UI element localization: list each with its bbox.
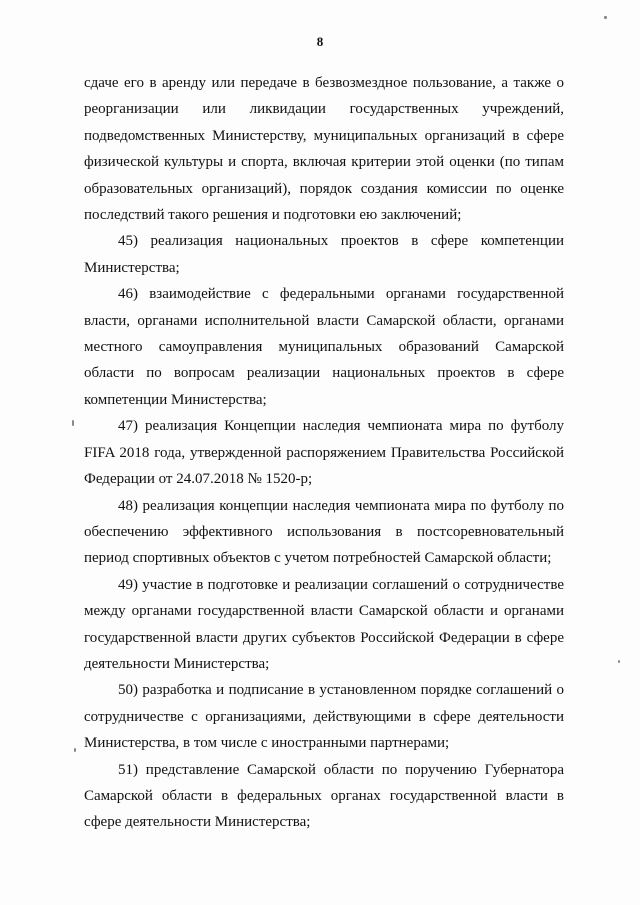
page-number: 8	[316, 34, 324, 49]
paragraph-continuation: сдаче его в аренду или передаче в безвозмездное пользование, а также о реорганизации или ликвидации государственных учреждений, подведомственных Министерству, муниципальных организаций в сфере физической культуры и спорта, включая критерии этой оценки (по типам образовательных организаций), порядок создания комиссии по оценке последствий такого решения и подготовки ею заключений;	[84, 75, 564, 224]
paragraph-item-46: 46) взаимодействие с федеральными органами государственной власти, органами исполнительной власти Самарской области, органами местного самоуправления муниципальных образований Самарской области по вопросам реализации национальных проектов в сфере компетенции Министерства;	[84, 286, 564, 408]
scan-speck	[72, 420, 74, 426]
scan-speck	[74, 748, 76, 752]
paragraph-item-51: 51) представление Самарской области по поручению Губернатора Самарской области в федеральных органах государственной власти в сфере деятельности Министерства;	[84, 761, 564, 831]
scan-speck	[618, 660, 620, 663]
paragraph-item-47: 47) реализация Концепции наследия чемпионата мира по футболу FIFA 2018 года, утвержденной распоряжением Правительства Российской Федерации от 24.07.2018 № 1520-р;	[84, 418, 564, 488]
document-body	[84, 70, 564, 836]
paragraph-item-45: 45) реализация национальных проектов в сфере компетенции Министерства;	[84, 233, 564, 276]
paragraph-item-48: 48) реализация концепции наследия чемпионата мира по футболу по обеспечению эффективного использования в постсоревновательный период спортивных объектов с учетом потребностей Самарской области;	[84, 497, 564, 567]
scan-speck	[604, 16, 607, 19]
paragraph-item-50: 50) разработка и подписание в установленном порядке соглашений о сотрудничестве с организациями, действующими в сфере деятельности Министерства, в том числе с иностранными партнерами;	[84, 682, 564, 752]
paragraph-item-49: 49) участие в подготовке и реализации соглашений о сотрудничестве между органами государственной власти Самарской области и органами государственной власти других субъектов Российской Федерации в сфере деятельности Министерства;	[84, 576, 564, 672]
